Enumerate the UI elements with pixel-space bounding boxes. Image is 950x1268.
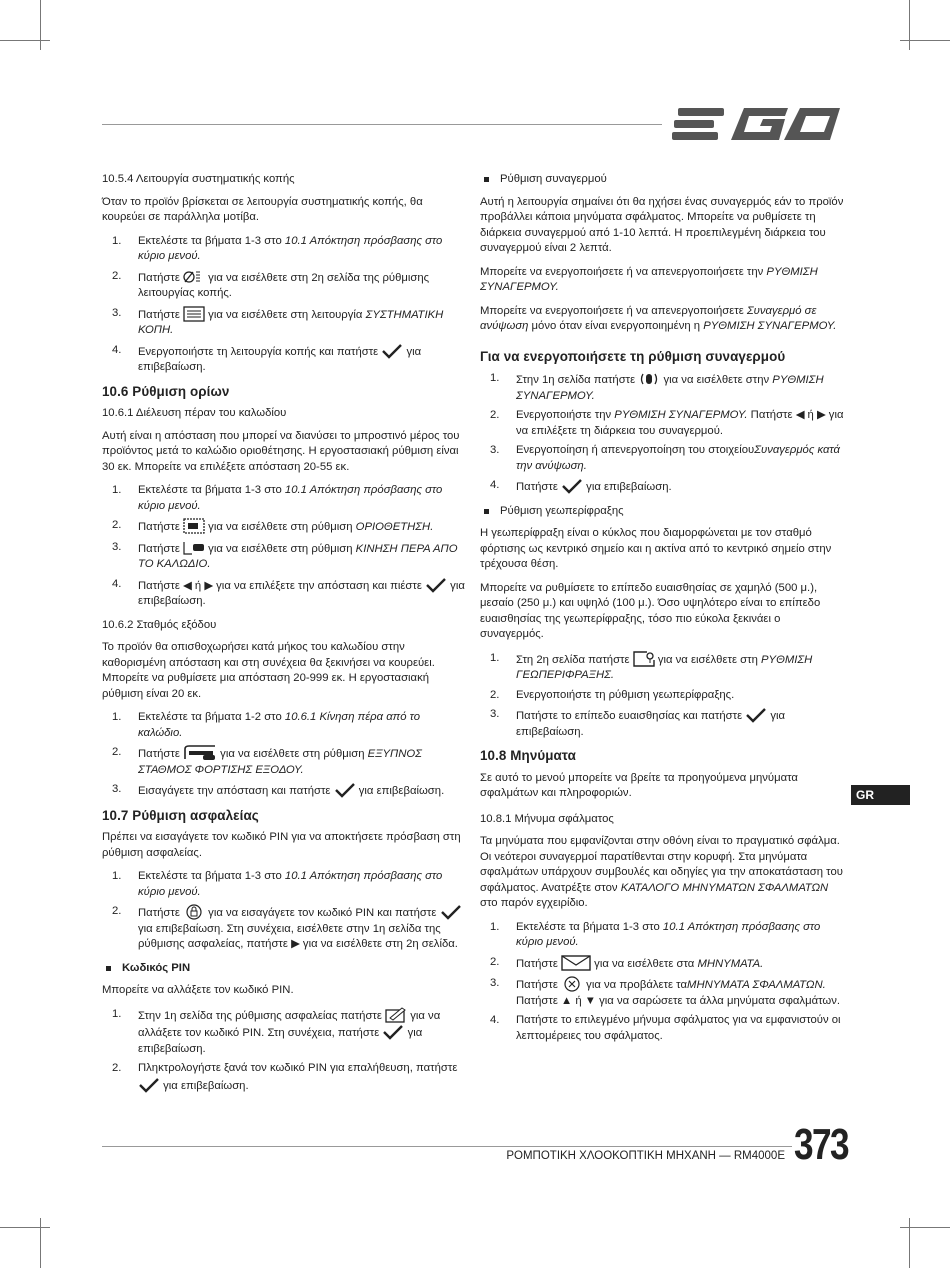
list-item: 1. Εκτελέστε τα βήματα 1-3 στο 10.1 Απόκτηση πρόσβασης στο κύριο μενού. (112, 484, 443, 512)
crop-mark (909, 1218, 910, 1268)
section-title-10-6-2: 10.6.2 Σταθμός εξόδου (102, 618, 217, 631)
paragraph: Αυτή η λειτουργία σημαίνει ότι θα ηχήσει ένας συναγερμός εάν το προϊόν προβάλλει κάποια μηνύματα σφάλματος. Μπορείτε να ρυθμίσετε τη διάρκεια συναγερμού από 1-10 λεπτά. Η προεπιλεγμένη διάρκεια του συναγερμού είναι 2 λεπτά. (480, 195, 844, 254)
header-rule (102, 124, 662, 125)
list-item: 2. Ενεργοποιήστε την ΡΥΘΜΙΣΗ ΣΥΝΑΓΕΡΜΟΥ. Πατήστε ◀ ή ▶ για να επιλέξετε τη διάρκεια του συναγερμού. (490, 409, 844, 437)
paragraph: Σε αυτό το μενού μπορείτε να βρείτε τα προηγούμενα μηνύματα σφαλμάτων και πληροφοριών. (480, 771, 798, 799)
list-item: 2. Πατήστε για να εισέλθετε στη 2η σελίδα της ρύθμισης λειτουργίας κοπής. (112, 269, 430, 299)
section-title-10-6: 10.6 Ρύθμιση ορίων (102, 383, 230, 399)
checkmark-icon (382, 1024, 404, 1040)
list-item: 2. Πληκτρολογήστε ξανά τον κωδικό PIN για επαλήθευση, πατήστε για επιβεβαίωση. (112, 1062, 458, 1092)
list-item: 1. Στη 2η σελίδα πατήστε για να εισέλθετε στη ΡΥΘΜΙΣΗ ΓΕΩΠΕΡΙΦΡΑΞΗΣ. (490, 651, 813, 681)
paragraph: Μπορείτε να αλλάξετε τον κωδικό PIN. (102, 984, 294, 996)
list-item: 1. Εκτελέστε τα βήματα 1-3 στο 10.1 Απόκτηση πρόσβασης στο κύριο μενού. (112, 870, 443, 898)
right-column (480, 172, 844, 1052)
footer-title: ΡΟΜΠΟΤΙΚΗ ΧΛΟΟΚΟΠΤΙΚΗ ΜΗΧΑΝΗ — RM4000E (506, 1150, 785, 1162)
geofence-icon (633, 651, 655, 667)
right-arrow-icon: ▶ (204, 579, 214, 592)
wire-overrun-icon (183, 540, 205, 556)
ego-logo (672, 104, 844, 144)
checkmark-icon (561, 478, 583, 494)
error-icon (561, 976, 583, 992)
list-item: 3. Εισαγάγετε την απόσταση και πατήστε για επιβεβαίωση. (112, 783, 445, 797)
checkmark-icon (440, 904, 462, 920)
messages-icon (561, 955, 591, 971)
paragraph: Η γεωπερίφραξη είναι ο κύκλος που διαμορφώνεται με τον σταθμό φόρτισης ως κεντρικό σημείο και η ακτίνα από το κεντρικό σημείο στην τρέχουσα θέση. (480, 527, 832, 570)
left-arrow-icon: ◀ (183, 579, 192, 592)
crop-mark (0, 40, 50, 41)
paragraph: Αυτή είναι η απόσταση που μπορεί να διανύσει το μπροστινό μέρος του προϊόντος μετά το καλώδιο οριοθέτησης. Η εργοστασιακή ρύθμιση είναι 30 εκ. Μπορείτε να επιλέξετε απόσταση 20-55 εκ. (102, 429, 460, 473)
steps-list (102, 869, 466, 953)
edit-pin-icon (385, 1007, 407, 1023)
right-arrow-icon: ▶ (291, 938, 300, 950)
list-item: 1. Στην 1η σελίδα της ρύθμισης ασφαλείας πατήστε για να αλλάξετε τον κωδικό PIN. Στη συνέχεια, πατήστε για επιβεβαίωση. (112, 1007, 441, 1055)
bullet-heading-geofence: Ρύθμιση γεωπερίφραξης (480, 504, 844, 520)
left-arrow-icon: ◀ (795, 409, 805, 421)
list-item: 2. Πατήστε για να εισέλθετε στα ΜΗΝΥΜΑΤΑ. (490, 955, 764, 970)
steps-list (480, 371, 844, 496)
list-item: 3. Ενεργοποίηση ή απενεργοποίηση του στοιχείουΣυναγερμός κατά την ανύψωση. (490, 444, 840, 472)
footer-rule (102, 1146, 792, 1147)
checkmark-icon (425, 577, 447, 593)
crop-mark (909, 0, 910, 50)
checkmark-icon (381, 343, 403, 359)
paragraph: Μπορείτε να ενεργοποιήσετε ή να απενεργοποιήσετε την ΡΥΘΜΙΣΗ ΣΥΝΑΓΕΡΜΟΥ. (480, 265, 818, 293)
list-item: 2. Πατήστε για να εισέλθετε στη ρύθμιση ΕΞΥΠΝΟΣ ΣΤΑΘΜΟΣ ΦΟΡΤΙΣΗΣ ΕΞΟΔΟΥ. (112, 746, 422, 776)
paragraph: Όταν το προϊόν βρίσκεται σε λειτουργία συστηματικής κοπής, θα κουρεύει σε παράλληλα μοτίβα. (102, 195, 423, 223)
list-item: 3. Πατήστε για να εισέλθετε στη ρύθμιση ΚΙΝΗΣΗ ΠΕΡΑ ΑΠΟ ΤΟ ΚΑΛΩΔΙΟ. (112, 540, 458, 570)
list-item: 4. Ενεργοποιήστε τη λειτουργία κοπής και πατήστε για επιβεβαίωση. (112, 343, 422, 373)
list-item: 4. Πατήστε ◀ ή ▶ για να επιλέξετε την απόσταση και πιέστε για επιβεβαίωση. (112, 577, 465, 607)
paragraph: Τα μηνύματα που εμφανίζονται στην οθόνη είναι το πραγματικό σφάλμα. Οι νεότεροι συναγερμοί παρατίθενται στην κορυφή. Στα μηνύματα σφαλμάτων υπάρχουν συμβουλές και οδηγίες για την αποκατάσταση του σφάλματος. Ανατρέξτε στον ΚΑΤΑΛΟΓΟ ΜΗΝΥΜΑΤΩΝ ΣΦΑΛΜΑΤΩΝ στο παρόν εγχειρίδιο. (480, 835, 843, 909)
list-item: 1. Στην 1η σελίδα πατήστε για να εισέλθετε στην ΡΥΘΜΙΣΗ ΣΥΝΑΓΕΡΜΟΥ. (490, 372, 824, 402)
bullet-heading-alarm: Ρύθμιση συναγερμού (480, 172, 844, 188)
systematic-cut-icon (183, 306, 205, 322)
checkmark-icon (138, 1077, 160, 1093)
crop-mark (40, 0, 41, 50)
charging-station-exit-icon (183, 745, 217, 761)
steps-list (480, 651, 844, 741)
steps-list (102, 483, 466, 610)
boundary-icon (183, 518, 205, 534)
mode-settings-icon (183, 269, 205, 285)
list-item: 2. Πατήστε για να εισέλθετε στη ρύθμιση ΟΡΙΟΘΕΤΗΣΗ. (112, 519, 434, 533)
crop-mark (900, 40, 950, 41)
list-item: 4. Πατήστε το επιλεγμένο μήνυμα σφάλματος για να εμφανιστούν οι λεπτομέρειες του σφάλματος. (490, 1014, 841, 1042)
alarm-icon (638, 371, 660, 387)
checkmark-icon (334, 782, 356, 798)
section-title-10-7: 10.7 Ρύθμιση ασφαλείας (102, 807, 259, 823)
list-item: 1. Εκτελέστε τα βήματα 1-3 στο 10.1 Απόκτηση πρόσβασης στο κύριο μενού. (490, 920, 821, 948)
list-item: 3. Πατήστε για να εισέλθετε στη λειτουργία ΣΥΣΤΗΜΑΤΙΚΗ ΚΟΠΗ. (112, 306, 444, 336)
up-arrow-icon: ▲ (561, 994, 573, 1007)
crop-mark (40, 1218, 41, 1268)
paragraph: Πρέπει να εισαγάγετε τον κωδικό PIN για να αποκτήσετε πρόσβαση στη ρύθμιση ασφαλείας. (102, 831, 461, 859)
right-arrow-icon: ▶ (816, 409, 826, 421)
steps-list (480, 920, 844, 1045)
security-lock-icon (183, 904, 205, 920)
section-title-10-6-1: 10.6.1 Διέλευση πέραν του καλωδίου (102, 407, 287, 419)
checkmark-icon (745, 707, 767, 723)
paragraph: Το προϊόν θα οπισθοχωρήσει κατά μήκος του καλωδίου στην καθορισμένη απόσταση και στη συνέχεια θα ξεκινήσει να κουρεύει. Μπορείτε να ρυθμίσετε μια απόσταση 20-999 εκ. Η εργοστασιακή ρύθμιση είναι 20 εκ. (102, 641, 435, 700)
down-arrow-icon: ▼ (584, 994, 596, 1007)
steps-list (102, 710, 466, 800)
paragraph: Μπορείτε να ενεργοποιήσετε ή να απενεργοποιήσετε Συναγερμό σε ανύψωση μόνο όταν είναι ενεργοποιημένη η ΡΥΘΜΙΣΗ ΣΥΝΑΓΕΡΜΟΥ. (480, 304, 837, 332)
list-item: 1. Εκτελέστε τα βήματα 1-2 στο 10.6.1 Κίνηση πέρα από το καλώδιο. (112, 711, 421, 739)
steps-list (102, 234, 466, 376)
steps-list (102, 1007, 466, 1095)
list-item: 3. Πατήστε για να προβάλετε ταΜΗΝΥΜΑΤΑ ΣΦΑΛΜΑΤΩΝ. Πατήστε ▲ ή ▼ για να σαρώσετε τα άλλα μηνύματα σφαλμάτων. (490, 977, 841, 1007)
list-item: 2. Ενεργοποιήστε τη ρύθμιση γεωπερίφραξης. (490, 688, 735, 701)
section-title-enable-alarm: Για να ενεργοποιήσετε τη ρύθμιση συναγερμού (480, 348, 786, 364)
section-title-10-8: 10.8 Μηνύματα (480, 748, 576, 763)
page-number: 373 (794, 1120, 848, 1169)
crop-mark (900, 1227, 950, 1228)
crop-mark (0, 1227, 50, 1228)
paragraph: Μπορείτε να ρυθμίσετε το επίπεδο ευαισθησίας σε χαμηλό (500 μ.), μεσαίο (250 μ.) και υψηλό (100 μ.). Όσο υψηλότερο είναι το επίπεδο ευαισθησίας της γεωπερίφραξης, τόσο πιο εύκολα ξεκινάει ο συναγερμός. (480, 581, 821, 640)
list-item: 4. Πατήστε για επιβεβαίωση. (490, 479, 672, 493)
section-title-10-5-4: 10.5.4 Λειτουργία συστηματικής κοπής (102, 173, 295, 185)
list-item: 2. Πατήστε για να εισαγάγετε τον κωδικό PIN και πατήστε για επιβεβαίωση. Στη συνέχεια, εισέλθετε στην 1η σελίδα της ρύθμισης ασφαλείας, πατήστε ▶ για να εισέλθετε στη 2η σελίδα. (102, 904, 466, 953)
list-item: 1. Εκτελέστε τα βήματα 1-3 στο 10.1 Απόκτηση πρόσβασης στο κύριο μενού. (112, 234, 443, 262)
language-tab: GR (851, 785, 910, 805)
bullet-heading-pin: Κωδικός PIN (102, 961, 466, 977)
list-item: 3. Πατήστε το επίπεδο ευαισθησίας και πατήστε για επιβεβαίωση. (490, 708, 786, 738)
section-title-10-8-1: 10.8.1 Μήνυμα σφάλματος (480, 812, 614, 825)
left-column (102, 172, 466, 1102)
